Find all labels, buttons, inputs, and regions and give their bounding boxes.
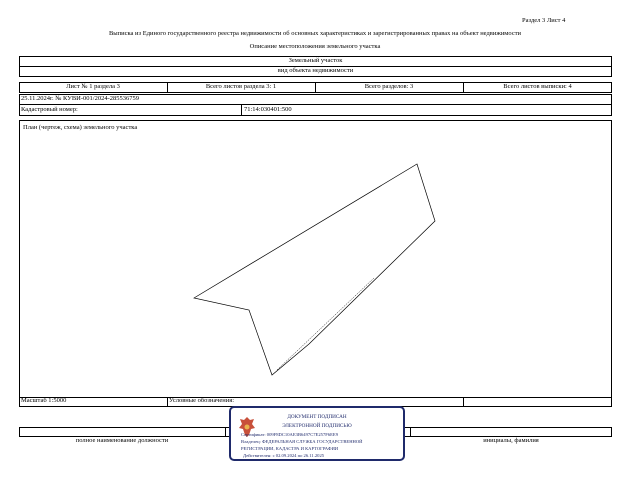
stamp-line-1: ДОКУМЕНТ ПОДПИСАН — [287, 414, 347, 420]
total-sections: Всего разделов: 3 — [364, 83, 414, 90]
cadastral-label: Кадастровый номер: — [21, 106, 78, 113]
electronic-signature-stamp — [229, 406, 405, 461]
total-sheets-section: Всего листов раздела 3: 1 — [205, 83, 277, 90]
parcel-plan-drawing — [19, 120, 612, 407]
position-caption: полное наименование должности — [75, 437, 169, 444]
parcel-boundary-dashed — [277, 278, 374, 370]
document-subtitle: Описание местоположения земельного участка — [249, 43, 381, 50]
cadastral-number: 71:14:030401:500 — [244, 106, 292, 113]
object-type-caption: вид объекта недвижимости — [277, 67, 354, 74]
stamp-line-2: ЭЛЕКТРОННОЙ ПОДПИСЬЮ — [282, 423, 352, 429]
stamp-owner: Владелец: ФЕДЕРАЛЬНАЯ СЛУЖБА ГОСУДАРСТВЕННОЙ — [241, 439, 363, 444]
sheet-number: Лист № 1 раздела 3 — [66, 83, 120, 90]
land-parcel-outline — [194, 164, 435, 375]
total-sheets: Всего листов выписки: 4 — [503, 83, 572, 90]
document-title: Выписка из Единого государственного реестра недвижимости об основных характеристиках и зарегистрированных правах на объект недвижимости — [108, 30, 522, 37]
date-number: 25.11.2024г. № КУВИ-001/2024-285536759 — [21, 95, 139, 102]
plan-label: План (чертеж, схема) земельного участка — [23, 124, 138, 131]
object-type: Земельный участок — [288, 57, 343, 64]
stamp-validity: Действителен: с 02.09.2024 по 26.11.2025 — [243, 453, 325, 458]
stamp-certificate: Сертификат: 009F8DC10AE3B6497C7E257F6EE9 — [241, 432, 339, 437]
scale-label: Масштаб 1:5000 — [21, 397, 67, 404]
name-caption: инициалы, фамилия — [483, 437, 539, 444]
legend-label: Условные обозначения: — [169, 397, 235, 404]
section-sheet-label: Раздел 3 Лист 4 — [522, 17, 566, 24]
stamp-owner-2: РЕГИСТРАЦИИ, КАДАСТРА И КАРТОГРАФИИ — [241, 446, 339, 451]
